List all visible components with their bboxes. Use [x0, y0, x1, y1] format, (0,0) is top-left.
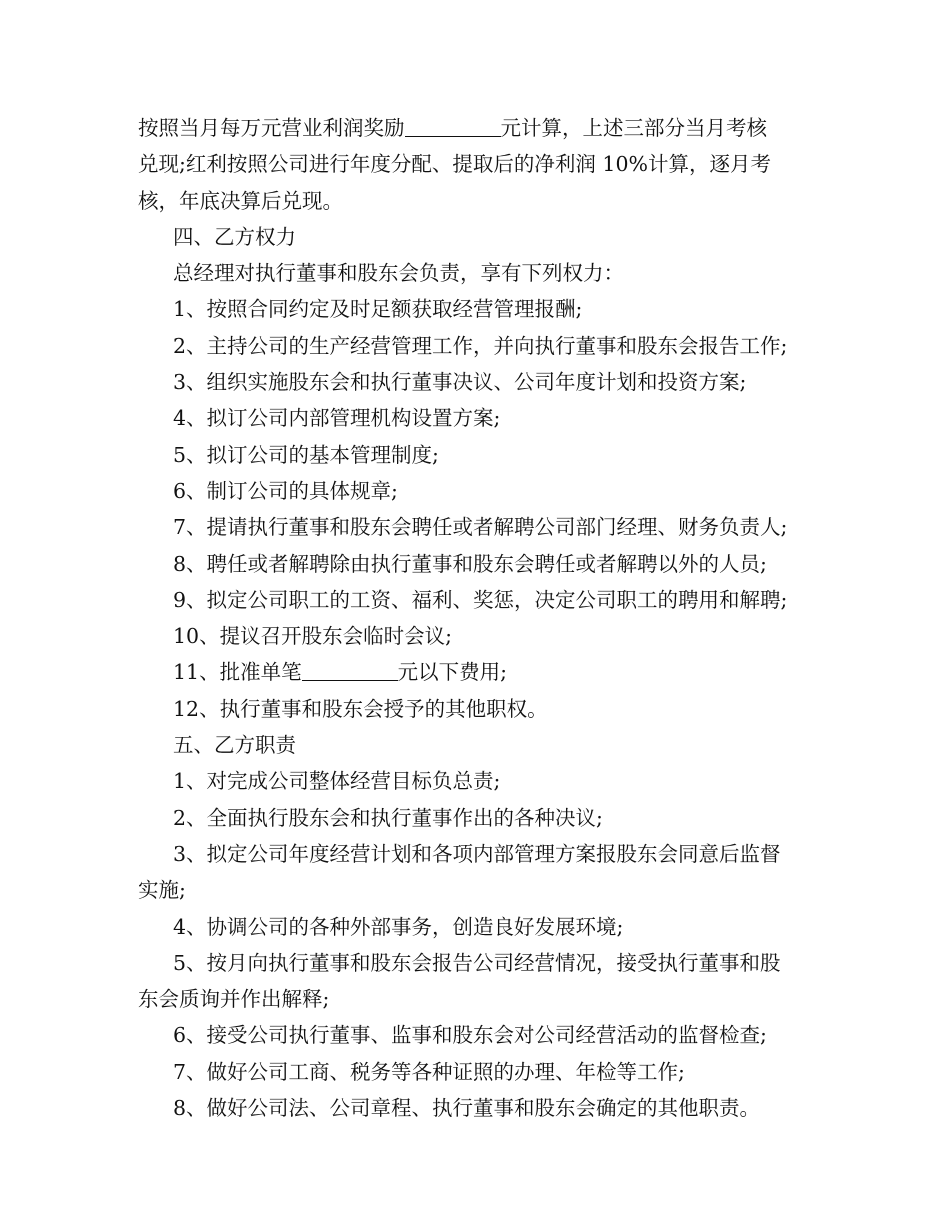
document-body: [138, 110, 828, 1126]
text-line: [138, 110, 828, 146]
text-fragment: 元计算，上述三部分当月考核: [500, 116, 767, 140]
list-item: 10、提议召开股东会临时会议;: [173, 624, 452, 649]
list-item: 5、拟订公司的基本管理制度;: [173, 442, 439, 467]
text-fragment: 按照当月每万元营业利润奖励: [138, 116, 405, 140]
list-item: 9、拟定公司职工的工资、福利、奖惩，决定公司职工的聘用和解聘;: [173, 587, 788, 612]
list-item: 1、对完成公司整体经营目标负总责;: [173, 769, 501, 794]
list-item: 7、做好公司工商、税务等各种证照的办理、年检等工作;: [173, 1059, 685, 1084]
fill-in-blank: [405, 116, 501, 137]
text-line: 兑现;红利按照公司进行年度分配、提取后的净利润 10%计算，逐月考: [138, 152, 771, 177]
list-item: 8、做好公司法、公司章程、执行董事和股东会确定的其他职责。: [173, 1096, 761, 1121]
text-line: 核，年底决算后兑现。: [138, 188, 343, 213]
list-item: 6、接受公司执行董事、监事和股东会对公司经营活动的监督检查;: [173, 1023, 767, 1048]
list-item: 5、按月向执行董事和股东会报告公司经营情况，接受执行董事和股: [173, 950, 781, 975]
list-item: 7、提请执行董事和股东会聘任或者解聘公司部门经理、财务负责人;: [173, 515, 788, 540]
paragraph: 总经理对执行董事和股东会负责，享有下列权力：: [173, 261, 624, 286]
text-line: 东会质询并作出解释;: [138, 987, 330, 1012]
list-item: 8、聘任或者解聘除由执行董事和股东会聘任或者解聘以外的人员;: [173, 551, 767, 576]
list-item: 12、执行董事和股东会授予的其他职权。: [173, 696, 548, 721]
list-item: 2、主持公司的生产经营管理工作，并向执行董事和股东会报告工作;: [173, 333, 788, 358]
list-item: 2、全面执行股东会和执行董事作出的各种决议;: [173, 805, 603, 830]
list-item: 4、拟订公司内部管理机构设置方案;: [173, 406, 501, 431]
text-fragment: 11、批准单笔: [173, 660, 302, 685]
section-heading: 五、乙方职责: [173, 733, 296, 758]
section-heading: 四、乙方权力: [173, 224, 296, 249]
list-item: 3、组织实施股东会和执行董事决议、公司年度计划和投资方案;: [173, 370, 747, 395]
text-line: 实施;: [138, 878, 186, 903]
list-item: 4、协调公司的各种外部事务，创造良好发展环境;: [173, 914, 624, 939]
text-fragment: 元以下费用;: [397, 660, 508, 685]
fill-in-blank: [302, 660, 398, 681]
list-item: 6、制订公司的具体规章;: [173, 478, 398, 503]
list-item: 1、按照合同约定及时足额获取经营管理报酬;: [173, 297, 583, 322]
list-item: [138, 654, 828, 690]
list-item: 3、拟定公司年度经营计划和各项内部管理方案报股东会同意后监督: [173, 841, 781, 866]
